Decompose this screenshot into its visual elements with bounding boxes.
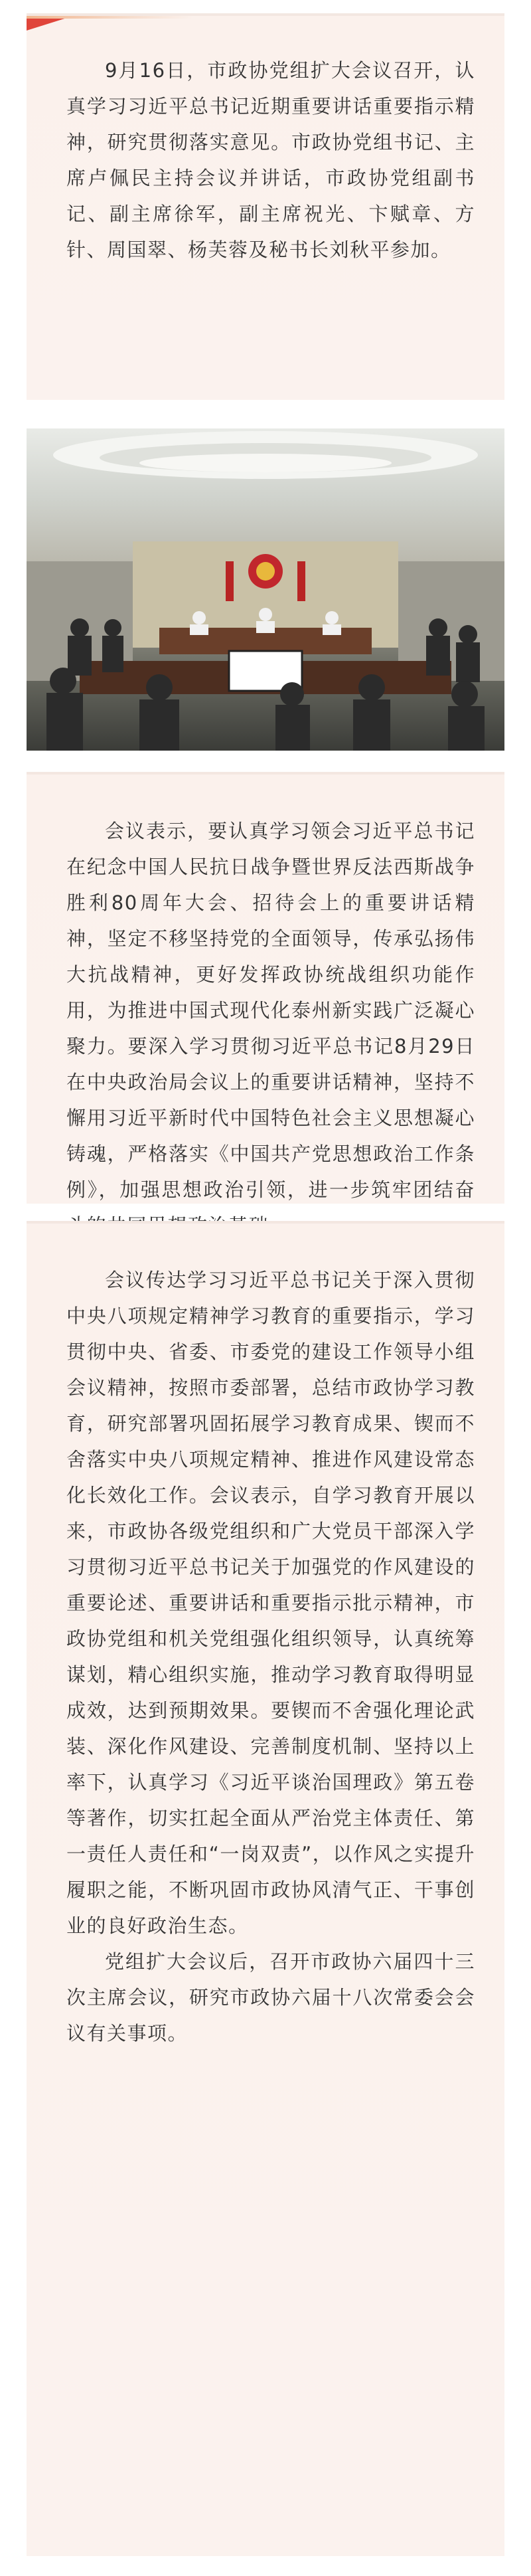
meeting-photo-icon [27, 428, 504, 751]
meeting-card-1 [27, 772, 504, 1204]
paragraph-meeting-2: 会议传达学习习近平总书记关于深入贯彻中央八项规定精神学习教育的重要指示，学习贯彻中央、省委、市委党的建设工作领导小组会议精神，按照市委部署，总结市政协学习教育，研究部署巩固拓展学习教育成果、锲而不舍落实中央八项规定精神、推进作风建设常态化长效化工作。会议表示，自学习教育开展以来，市政协各级党组织和广大党员干部深入学习贯彻习近平总书记关于加强党的作风建设的重要论述、重要讲话和重要指示批示精神，市政协党组和机关党组强化组织领导，认真统筹谋划，精心组织实施，推动学习教育取得明显成效，达到预期效果。要锲而不舍强化理论武装、深化作风建设、完善制度机制、坚持以上率下，认真学习《习近平谈治国理政》第五卷等著作，切实扛起全面从严治党主体责任、第一责任人责任和“一岗双责”，以作风之实提升履职之能，不断巩固市政协风清气正、干事创业的良好政治生态。 [66, 1269, 475, 1937]
accent-line [27, 16, 192, 19]
intro-card [27, 13, 504, 400]
meeting-card-2 [27, 1221, 504, 2556]
paragraph-meeting-3: 党组扩大会议后，召开市政协六届四十三次主席会议，研究市政协六届十八次常委会会议有关事项。 [66, 1950, 475, 2045]
paragraph-intro: 9月16日，市政协党组扩大会议召开，认真学习习近平总书记近期重要讲话重要指示精神，研究贯彻落实意见。市政协党组书记、主席卢佩民主持会议并讲话，市政协党组副书记、副主席徐军，副主席祝光、卞赋章、方针、周国翠、杨芙蓉及秘书长刘秋平参加。 [66, 59, 475, 261]
meeting-photo [27, 428, 504, 751]
paragraph-meeting-1: 会议表示，要认真学习领会习近平总书记在纪念中国人民抗日战争暨世界反法西斯战争胜利80周年大会、招待会上的重要讲话精神，坚定不移坚持党的全面领导，传承弘扬伟大抗战精神，更好发挥政协统战组织功能作用，为推进中国式现代化泰州新实践广泛凝心聚力。要深入学习贯彻习近平总书记8月29日在中央政治局会议上的重要讲话精神，坚持不懈用习近平新时代中国特色社会主义思想凝心铸魂，严格落实《中国共产党思想政治工作条例》，加强思想政治引领，进一步筑牢团结奋 [66, 820, 475, 1201]
